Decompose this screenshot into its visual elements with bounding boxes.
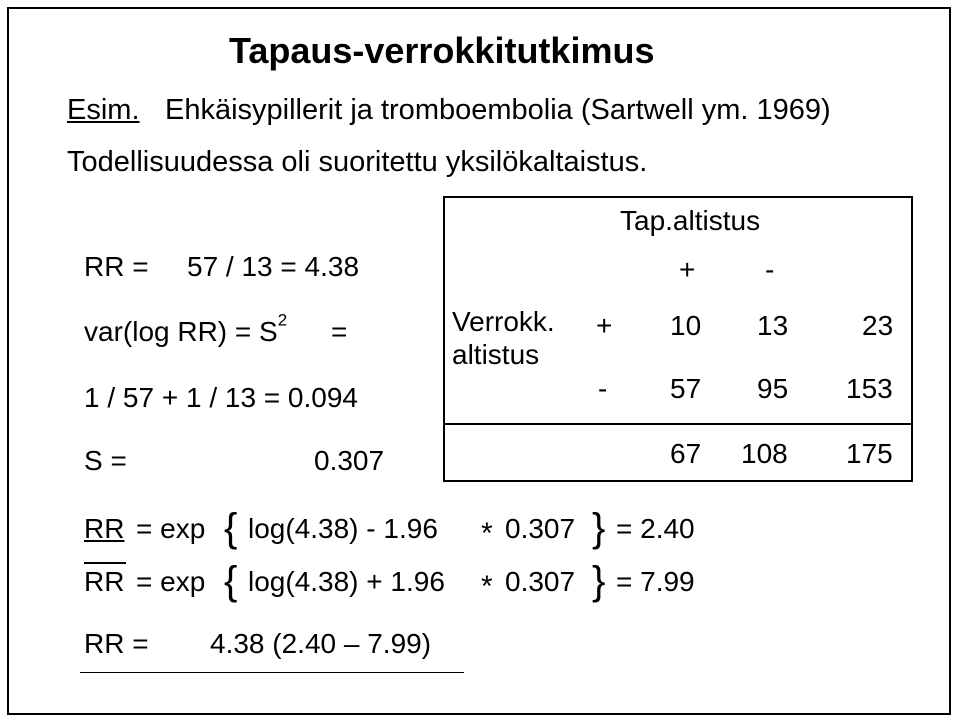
summary-label: RR = xyxy=(84,628,149,659)
intro-line-1: Ehkäisypillerit ja tromboembolia (Sartwell ym. 1969) xyxy=(165,94,831,126)
column-minus: - xyxy=(765,254,775,285)
summary-value: 4.38 (2.40 – 7.99) xyxy=(210,628,432,659)
rr-upper-label: RR xyxy=(84,566,125,597)
table-cell: 10 xyxy=(670,310,702,341)
variance-formula: var(log $RR) = S^2$ xyxy=(84,310,288,347)
row-total: 153 xyxy=(846,373,893,404)
rr-lower-label: RR xyxy=(84,513,125,544)
ci-upper-result: = 7.99 xyxy=(616,566,695,597)
log-expression-upper: log(4.38) + 1.96 xyxy=(248,566,445,597)
column-plus: + xyxy=(679,254,696,285)
multiply-symbol: * xyxy=(481,517,493,550)
brace-open: { xyxy=(224,559,238,603)
rr-value: 57 / 13 = 4.38 xyxy=(187,251,360,282)
table-bottom-border xyxy=(443,480,913,482)
intro-line-2: Todellisuudessa oli suoritettu yksilökaltaistus. xyxy=(67,146,648,178)
variance-equals: = xyxy=(331,316,348,347)
variance-value: 1 / 57 + 1 / 13 = 0.094 xyxy=(84,382,358,413)
table-cell: 57 xyxy=(670,373,702,404)
rr-label: RR = xyxy=(84,251,149,282)
example-label: Esim. xyxy=(67,94,140,126)
s-value-lower: 0.307 xyxy=(505,513,576,544)
page-title: Tapaus-verrokkitutkimus xyxy=(229,30,655,71)
table-top-border xyxy=(443,196,913,198)
row-total: 23 xyxy=(862,310,894,341)
table-right-border xyxy=(911,196,913,482)
row-sign: - xyxy=(598,373,608,404)
multiply-symbol: * xyxy=(481,570,493,603)
brace-open: { xyxy=(224,506,238,550)
table-cell: 13 xyxy=(757,310,789,341)
summary-underline xyxy=(80,672,464,673)
table-divider xyxy=(443,423,913,425)
s-value-upper: 0.307 xyxy=(505,566,576,597)
brace-close: } xyxy=(592,559,606,603)
row-sign: + xyxy=(596,310,613,341)
log-expression-lower: log(4.38) - 1.96 xyxy=(248,513,438,544)
s-label: S = xyxy=(84,445,127,476)
column-total: 67 xyxy=(670,438,702,469)
row-header-line-1: Verrokk. xyxy=(452,306,555,337)
brace-close: } xyxy=(592,506,606,550)
ci-lower-result: = 2.40 xyxy=(616,513,695,544)
s-value: 0.307 xyxy=(314,445,385,476)
column-total: 108 xyxy=(741,438,788,469)
grand-total: 175 xyxy=(846,438,893,469)
table-cell: 95 xyxy=(757,373,789,404)
overline-mark xyxy=(84,562,126,564)
table-left-border xyxy=(443,196,445,482)
column-header: Tap.altistus xyxy=(620,205,761,236)
exp-lower: = exp xyxy=(136,513,206,544)
exp-upper: = exp xyxy=(136,566,206,597)
row-header-line-2: altistus xyxy=(452,339,540,370)
